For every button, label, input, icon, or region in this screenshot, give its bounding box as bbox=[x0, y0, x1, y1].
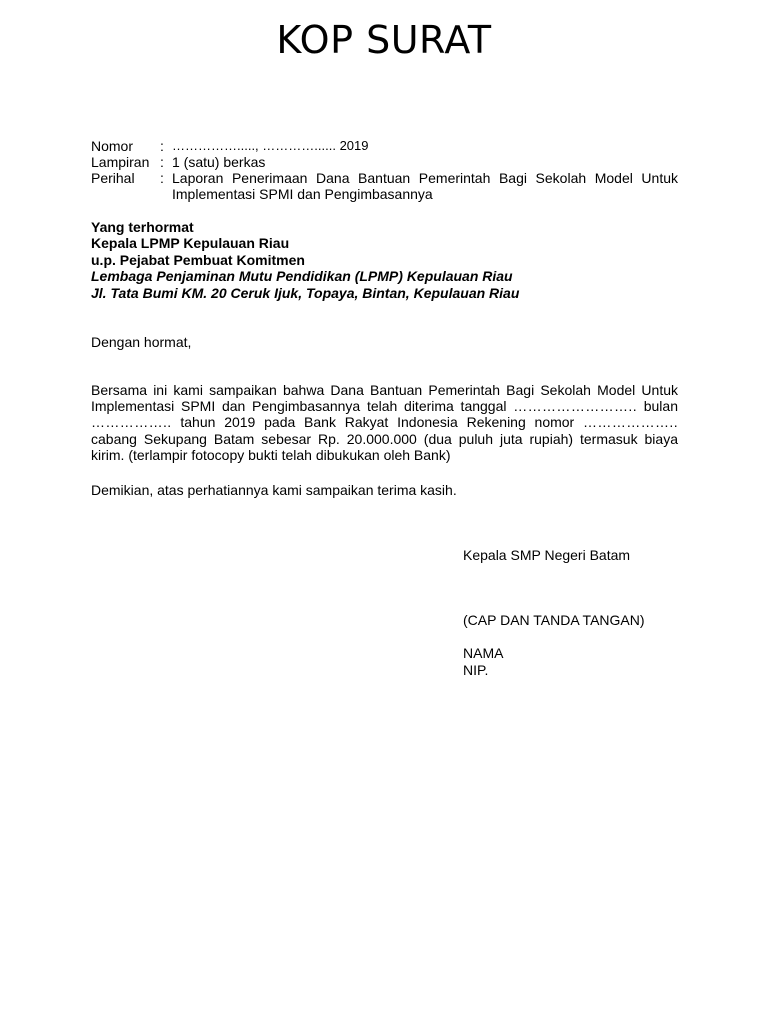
meta-lampiran-label: Lampiran bbox=[91, 154, 150, 170]
meta-lampiran-row bbox=[91, 154, 678, 170]
body-month-blank: …………….. bbox=[91, 414, 172, 431]
meta-lampiran-value: 1 (satu) berkas bbox=[172, 154, 266, 170]
letter-meta bbox=[91, 138, 678, 202]
body-text-part3: tahun 2019 pada Bank Rakyat Indonesia Rekening nomor bbox=[171, 414, 584, 431]
body-paragraph bbox=[91, 382, 678, 463]
meta-nomor-row bbox=[91, 138, 678, 154]
signatory-nip: NIP. bbox=[463, 662, 489, 678]
recipient-address: Jl. Tata Bumi KM. 20 Ceruk Ijuk, Topaya, Bintan, Kepulauan Riau bbox=[91, 284, 520, 301]
body-date-blank: …………………….. bbox=[513, 398, 637, 415]
stamp-placeholder: (CAP DAN TANDA TANGAN) bbox=[463, 612, 645, 628]
meta-perihal-row bbox=[91, 170, 678, 202]
recipient-title: Kepala LPMP Kepulauan Riau bbox=[91, 235, 290, 252]
greeting: Dengan hormat, bbox=[91, 334, 192, 350]
signatory-title: Kepala SMP Negeri Batam bbox=[463, 547, 631, 563]
recipient-attention: u.p. Pejabat Pembuat Komitmen bbox=[91, 251, 305, 268]
signatory-name: NAMA bbox=[463, 645, 504, 661]
body-text-part1: Bersama ini kami sampaikan bahwa Dana Bantuan Pemerintah Bagi Sekolah Model Untuk Implementasi SPMI dan Pengimbasannya telah diterima tanggal bbox=[91, 382, 678, 415]
meta-nomor-value: ……………....., …………...... 2019 bbox=[172, 138, 369, 153]
body-text-part2: bulan bbox=[637, 398, 678, 415]
body-account-blank: ……………….. bbox=[583, 414, 678, 431]
meta-nomor-colon: : bbox=[160, 138, 164, 154]
meta-perihal-value: Laporan Penerimaan Dana Bantuan Pemerintah Bagi Sekolah Model Untuk Implementasi SPMI dan Pengimbasannya bbox=[172, 170, 678, 202]
body-text-part4: cabang Sekupang Batam sebesar Rp. 20.000.000 (dua puluh juta rupiah) termasuk biaya kirim. (terlampir fotocopy bukti telah dibukukan oleh Bank) bbox=[91, 430, 678, 463]
kop-surat-title: KOP SURAT bbox=[276, 18, 492, 62]
meta-lampiran-colon: : bbox=[160, 154, 164, 170]
recipient-block bbox=[91, 219, 519, 301]
recipient-salutation: Yang terhormat bbox=[91, 219, 194, 235]
meta-nomor-label: Nomor bbox=[91, 138, 134, 154]
meta-perihal-label: Perihal bbox=[91, 170, 135, 186]
meta-perihal-colon: : bbox=[160, 170, 164, 186]
recipient-institution: Lembaga Penjaminan Mutu Pendidikan (LPMP) Kepulauan Riau bbox=[91, 268, 513, 285]
closing-sentence: Demikian, atas perhatiannya kami sampaikan terima kasih. bbox=[91, 482, 457, 498]
